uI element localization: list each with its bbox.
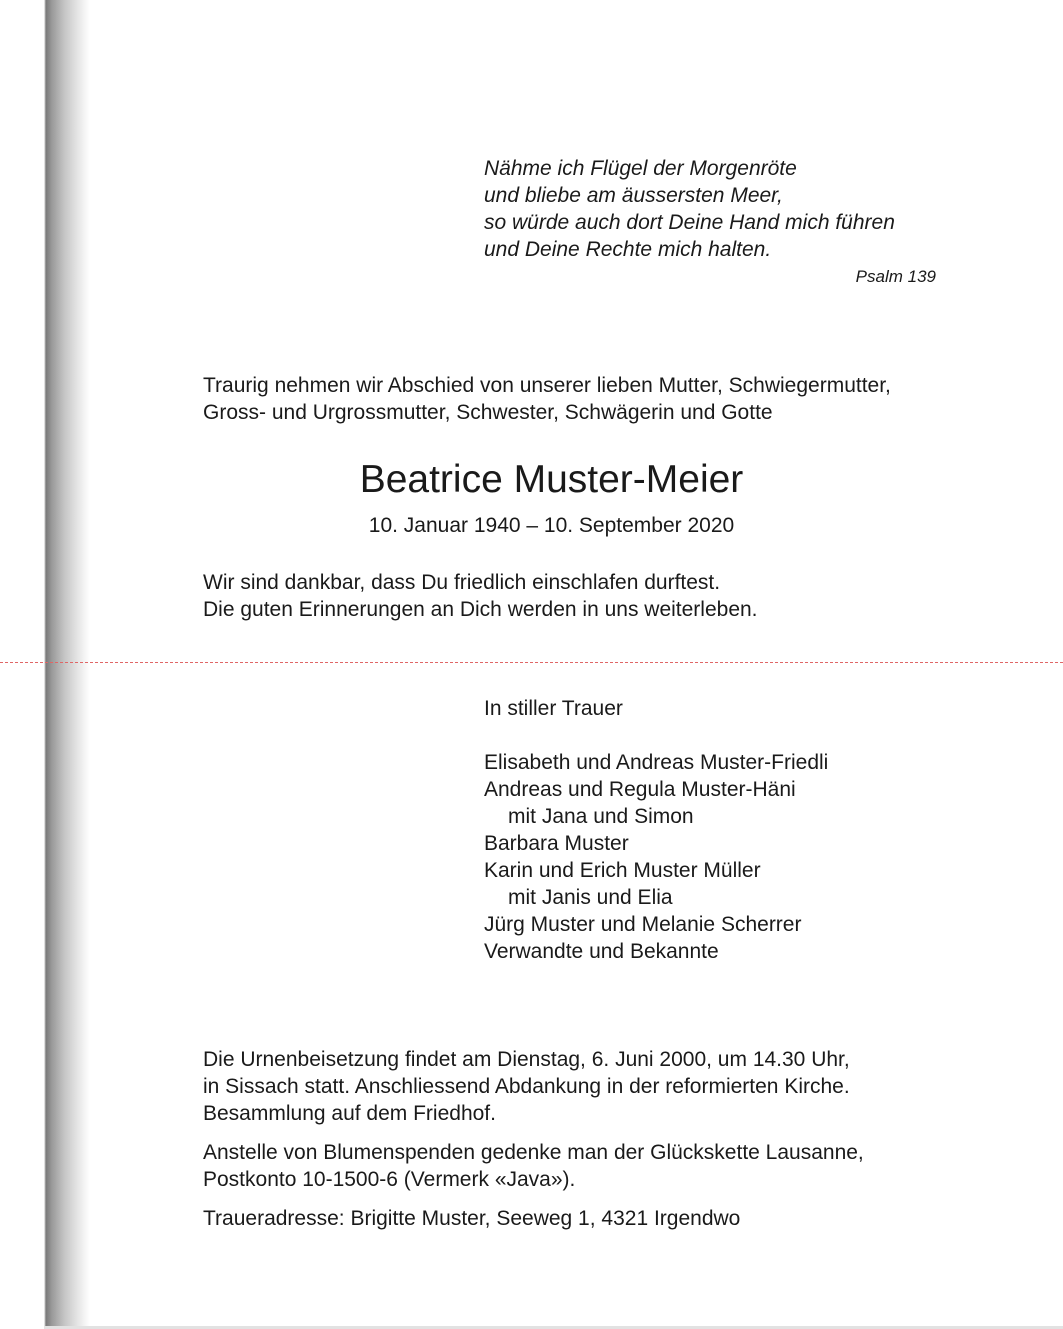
donation-line: Anstelle von Blumenspenden gedenke man der Glückskette Lausanne,: [203, 1141, 864, 1164]
psalm-line: und Deine Rechte mich halten.: [484, 238, 772, 261]
psalm-reference: Psalm 139: [855, 267, 936, 286]
mourner-children: mit Janis und Elia: [508, 886, 673, 909]
page-spine-shadow: [0, 0, 90, 1329]
deceased-name: Beatrice Muster-Meier: [359, 458, 744, 501]
intro-line: Gross- und Urgrossmutter, Schwester, Schwägerin und Gotte: [203, 401, 773, 424]
mourner-name: Karin und Erich Muster Müller: [484, 859, 761, 882]
funeral-line: in Sissach statt. Anschliessend Abdankung in der reformierten Kirche.: [203, 1075, 850, 1098]
mourner-name: Barbara Muster: [484, 832, 629, 855]
funeral-line: Besammlung auf dem Friedhof.: [203, 1102, 496, 1125]
psalm-line: Nähme ich Flügel der Morgenröte: [484, 157, 797, 180]
life-dates: 10. Januar 1940 – 10. September 2020: [368, 514, 735, 537]
intro-line: Traurig nehmen wir Abschied von unserer lieben Mutter, Schwiegermutter,: [203, 374, 891, 397]
thanks-text: [203, 569, 963, 623]
mourner-name: Andreas und Regula Muster-Häni: [484, 778, 796, 801]
psalm-quote: [484, 155, 936, 288]
mourner-name: Elisabeth und Andreas Muster-Friedli: [484, 751, 829, 774]
mourners-heading: In stiller Trauer: [484, 697, 623, 720]
mourner-children: mit Jana und Simon: [508, 805, 694, 828]
fold-guide-line: [0, 662, 1063, 663]
psalm-line: und bliebe am äussersten Meer,: [484, 184, 783, 207]
thanks-line: Wir sind dankbar, dass Du friedlich einschlafen durftest.: [203, 571, 721, 594]
donation-line: Postkonto 10-1500-6 (Vermerk «Java»).: [203, 1168, 576, 1191]
intro-text: [203, 372, 963, 426]
thanks-line: Die guten Erinnerungen an Dich werden in uns weiterleben.: [203, 598, 758, 621]
mourner-name: Jürg Muster und Melanie Scherrer: [484, 913, 802, 936]
mourners-list: [484, 695, 1004, 965]
funeral-notice: [203, 1046, 983, 1244]
mourning-address: Traueradresse: Brigitte Muster, Seeweg 1, 4321 Irgendwo: [203, 1207, 741, 1230]
psalm-line: so würde auch dort Deine Hand mich führen: [484, 211, 895, 234]
mourner-name: Verwandte und Bekannte: [484, 940, 719, 963]
funeral-line: Die Urnenbeisetzung findet am Dienstag, 6. Juni 2000, um 14.30 Uhr,: [203, 1048, 850, 1071]
funeral-details: [203, 1046, 983, 1127]
donation-details: [203, 1139, 983, 1193]
